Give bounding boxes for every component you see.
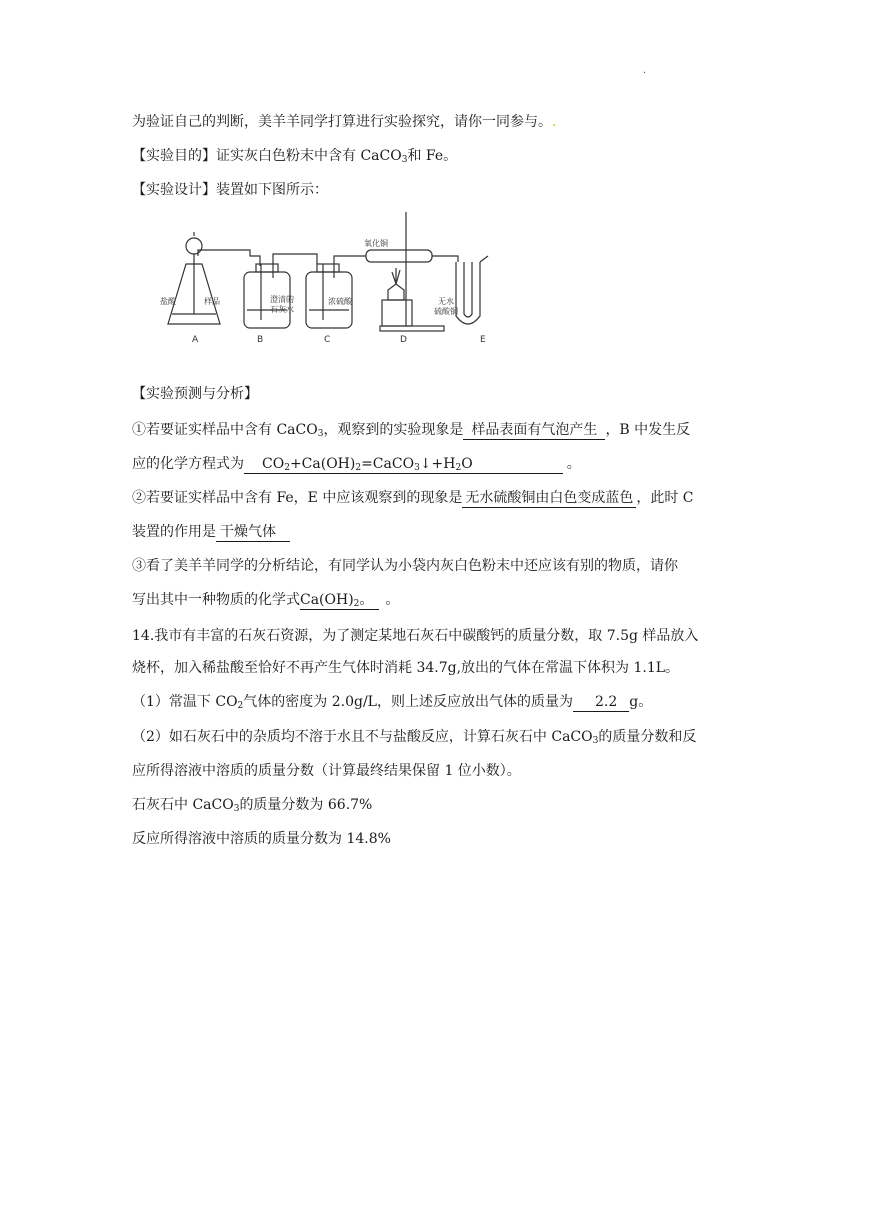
q2-text-post: ，此时 C [636, 490, 694, 506]
eq-sub: 2 [284, 463, 290, 473]
p1-text: （1）常温下 CO [132, 694, 238, 710]
letter-e: E [480, 335, 486, 345]
funnel-bulb [186, 238, 202, 254]
p1-answer: 2.2 [573, 694, 629, 712]
label-limewater-1: 澄清的 [270, 295, 294, 304]
q2-text: ②若要证实样品中含有 Fe，E 中应该观察到的现象是 [132, 490, 463, 506]
p2-text: （2）如石灰石中的杂质均不溶于水且不与盐酸反应，计算石灰石中 CaCO [132, 729, 593, 745]
letter-d: D [400, 335, 407, 345]
q14-line2: 烧杯，加入稀盐酸至恰好不再产生气体时消耗 34.7g,放出的气体在常温下体积为 1.1L。 [132, 660, 680, 676]
q1-line2-end: 。 [566, 456, 581, 472]
p2-sub: 3 [592, 736, 599, 746]
answer-solute: 反应所得溶液中溶质的质量分数为 14.8% [132, 831, 391, 847]
design-heading: 【实验设计】 [132, 182, 216, 198]
q1-subscript: 3 [317, 429, 324, 439]
purpose-text: 证实灰白色粉末中含有 CaCO [216, 148, 402, 164]
q3-line2 [132, 590, 399, 610]
purpose-paragraph [132, 146, 457, 166]
eq-part: +Ca(OH) [289, 456, 356, 472]
q3-line2-text: 写出其中一种物质的化学式 [132, 592, 300, 608]
label-limewater-2: 石灰水 [270, 305, 294, 314]
q3-end: 。 [385, 592, 400, 608]
design-paragraph [132, 180, 328, 200]
q3-line1 [132, 556, 678, 576]
q2-answer: 无水硫酸铜由白色变成蓝色 [462, 490, 636, 508]
u-tube [456, 262, 480, 324]
q1-text-post: ，B 中发生反 [605, 422, 691, 438]
q14-part2-line2: 应所得溶液中溶质的质量分数（计算最终结果保留 1 位小数）。 [132, 763, 521, 779]
q14-line1: 14.我市有丰富的石灰石资源，为了测定某地石灰石中碳酸钙的质量分数，取 7.5g 样品放入 [132, 628, 699, 644]
p2-text-post: 的质量分数和反 [598, 729, 697, 745]
ans1-text-post: 的质量分数为 66.7% [239, 797, 373, 813]
q1-text-mid: ，观察到的实验现象是 [323, 422, 464, 438]
q1-answer: 样品表面有气泡产生 [463, 422, 605, 440]
ans1-text: 石灰石中 CaCO [132, 797, 234, 813]
q14-part1 [132, 692, 652, 712]
label-cuso4-2: 硫酸铜 [434, 307, 458, 316]
label-h2so4: 浓硫酸 [328, 297, 352, 306]
letter-a: A [192, 335, 199, 345]
label-sample: 样品 [204, 297, 220, 306]
purpose-text-end: 和 Fe。 [407, 148, 458, 164]
eq-part: CO [262, 456, 285, 472]
q14-part2-line1 [132, 727, 696, 747]
q2-line2-text: 装置的作用是 [132, 524, 216, 540]
eq-part: ↓+H [419, 456, 456, 472]
combustion-tube [366, 250, 432, 262]
apparatus-figure [152, 206, 502, 346]
header-dot: · [643, 68, 647, 79]
q3-answer-text: Ca(OH) [300, 592, 354, 608]
purpose-heading: 【实验目的】 [132, 148, 216, 164]
q1-line2 [132, 454, 581, 474]
answer-caco3 [132, 795, 372, 815]
highlight-mark: . [552, 114, 557, 130]
ans1-sub: 3 [233, 804, 240, 814]
design-text: 装置如下图所示： [216, 182, 328, 198]
label-cuo: 氧化铜 [364, 239, 388, 248]
letter-c: C [324, 335, 331, 345]
purpose-subscript: 3 [401, 155, 408, 165]
label-hcl: 盐酸 [160, 297, 176, 306]
p1-end: g。 [629, 694, 653, 710]
q1-equation [244, 456, 563, 474]
analysis-heading: 【实验预测与分析】 [132, 386, 258, 402]
p1-sub: 2 [237, 701, 244, 711]
q2-line1 [132, 488, 694, 508]
q1-line2-text: 应的化学方程式为 [132, 456, 244, 472]
label-cuso4-1: 无水 [438, 297, 454, 306]
q2-line2 [132, 522, 290, 542]
eq-part: O [461, 456, 473, 472]
q1-text: ①若要证实样品中含有 CaCO [132, 422, 318, 438]
alcohol-lamp [388, 284, 404, 300]
q3-answer-sub: 2 [353, 599, 360, 609]
intro-text: 为验证自己的判断，美羊羊同学打算进行实验探究，请你一同参与。 [132, 114, 552, 130]
q1-line1 [132, 420, 690, 440]
eq-sub: 2 [355, 463, 362, 473]
letter-b: B [257, 335, 264, 345]
eq-sub: 2 [455, 463, 462, 473]
q3-answer [300, 592, 379, 610]
q3-text: ③看了美羊羊同学的分析结论，有同学认为小袋内灰白色粉末中还应该有别的物质，请你 [132, 558, 678, 574]
q2-answer2: 干燥气体 [216, 524, 290, 542]
eq-part: =CaCO [361, 456, 415, 472]
q3-answer-end: 。 [359, 592, 374, 608]
eq-sub: 3 [414, 463, 420, 473]
intro-paragraph [132, 112, 556, 132]
p1-text-mid: 气体的密度为 2.0g/L，则上述反应放出气体的质量为 [243, 694, 573, 710]
